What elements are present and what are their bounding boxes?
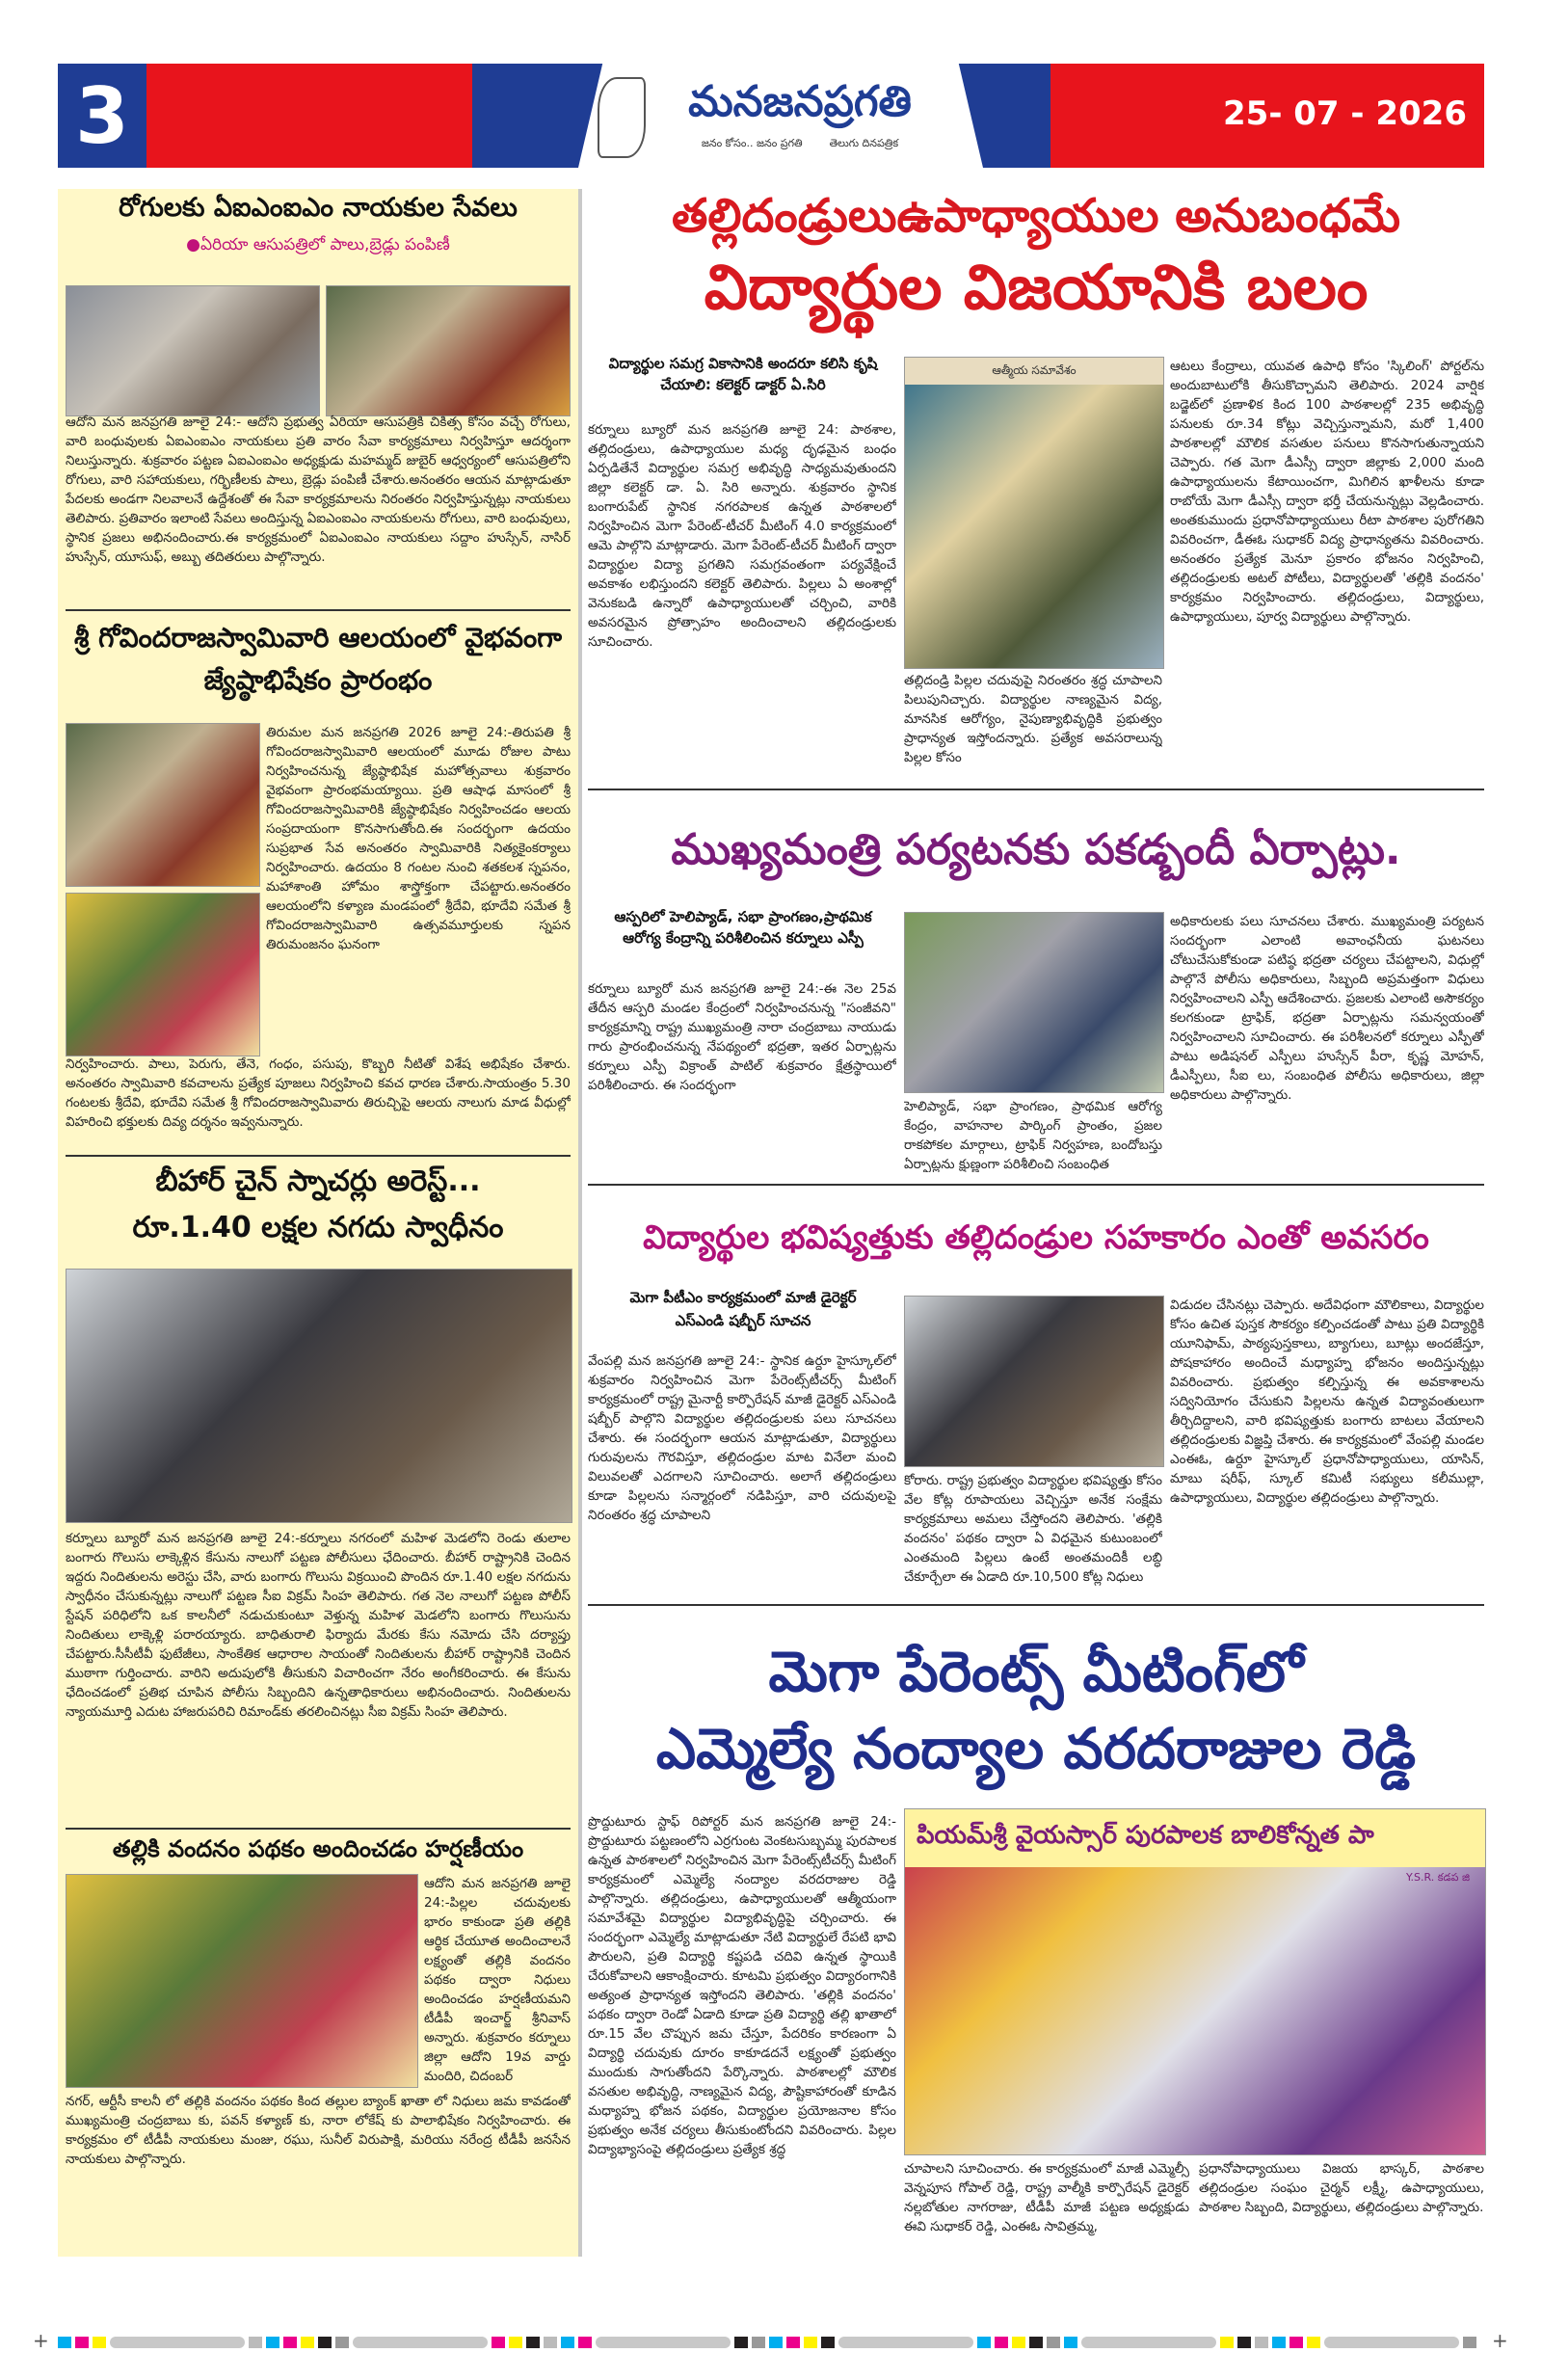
color-chip — [561, 2337, 574, 2348]
color-chip — [526, 2337, 540, 2348]
left-story1-subhead: ●ఏరియా ఆసుపత్రిలో పాలు,బ్రెడ్లు పంపిణీ — [186, 235, 450, 254]
right-story4-body-under-photo-1: చూపాలని సూచించారు. ఈ కార్యక్రమంలో మాజీ ఎమ్మెల్సీ వెన్నపూస గోపాల్ రెడ్డి, రాష్ట్ర వాల్మీకి కార్పొరేషన్ డైరెక్టర్ నల్లబోతుల నాగరాజు, టీడీపీ మాజీ పట్టణ అధ్యక్షుడు ఈవి సుధాకర్ రెడ్డి, ఎంఈఓ సావిత్రమ్మ, — [904, 2161, 1189, 2234]
left-story1-photo-2 — [326, 285, 571, 416]
logo-tagline: జనం కోసం.. జనం ప్రగతి తెలుగు దినపత్రిక — [701, 137, 899, 149]
color-chip — [821, 2337, 835, 2348]
color-chip — [544, 2337, 557, 2348]
left-story3-photo — [66, 1269, 572, 1523]
color-chip — [1220, 2337, 1234, 2348]
left-story4-body-top: ఆదోని మన జనప్రగతి జూలై 24:-పిల్లల చదువులకు భారం కాకుండా ప్రతి తల్లికి ఆర్థిక చేయూత అందించాలనే లక్ష్యంతో తల్లికి వందనం పథకం ద్వారా నిధులు అందించడం హర్షణీయమని టీడీపీ ఇంచార్జ్ శ్రీనివాస్ అన్నారు. శుక్రవారం కర్నూలు జిల్లా ఆదోని 19వ వార్డు మందిరి, చిదంబర్ — [424, 1876, 571, 2084]
newspaper-logo: మనజనప్రగతి — [688, 77, 912, 126]
color-chip — [1029, 2337, 1043, 2348]
color-chip — [318, 2337, 332, 2348]
color-chip — [995, 2337, 1008, 2348]
left-story4-headline: తల్లికి వందనం పథకం అందించడం హర్షణీయం — [112, 1835, 524, 1862]
color-chip — [509, 2337, 522, 2348]
color-chip — [93, 2337, 106, 2348]
registration-mark-icon: + — [1492, 2329, 1508, 2352]
left-story2-body-bottom: నిర్వహించారు. పాలు, పెరుగు, తేనె, గంధం, పసుపు, కొబ్బరి నీటితో విశేష అభిషేకం చేశారు. అనంతరం స్వామివారి కవచాలను ప్రత్యేక పూజలు నిర్వహించి కవచ ధారణ చేశారు.సాయంత్రం 5.30 గంటలకు శ్రీదేవి, భూదేవి సమేత శ్రీ గోవిందరాజస్వామివారు తిరుచ్చిపై ఆలయ నాలుగు మాడ వీధుల్లో విహరించి భక్తులకు దివ్య దర్శనం ఇవ్వనున్నారు. — [66, 1056, 571, 1130]
separator — [588, 789, 1484, 790]
color-chip — [353, 2337, 488, 2348]
color-chip — [1272, 2337, 1286, 2348]
separator — [588, 1604, 1484, 1606]
right-story4-body-under-photo-2: ప్రధానోపాధ్యాయులు విజయ భాస్కర్, పాఠశాల తల్లిదండ్రుల సంఘం చైర్మన్ లక్ష్మీ, ఉపాధ్యాయులు, పాఠశాల సిబ్బంది, విద్యార్థులు, తల్లిదండ్రులు పాల్గొన్నారు. — [1199, 2161, 1484, 2215]
right-story1-body-col3: ఆటలు కేంద్రాలు, యువత ఉపాధి కోసం 'స్కిలింగ్' పోర్టల్‌ను అందుబాటులోకి తీసుకొచ్చామని తెలిపారు. 2024 వార్షిక బడ్జెట్‌లో ప్రణాళిక కింద 100 పాఠశాలల్లో 235 అభివృద్ధి పనులకు రూ.34 కోట్లు వెచ్చిస్తున్నామని, మరో 1,400 పాఠశాలల్లో మౌలిక వసతుల పనులు కొనసాగుతున్నాయని చెప్పారు. గత మెగా డీఎస్సీ ద్వారా జిల్లాకు 2,000 మంది ఉపాధ్యాయులను కేటాయించగా, మిగిలిన ఖాళీలను కూడా రాబోయే మెగా డీఎస్సీ ద్వారా భర్తీ చేయనున్నట్లు వెల్లడించారు. అంతకుముందు ప్రధానోపాధ్యాయులు రీటా పాఠశాల పురోగతిని వివరించగా, డీఈఓ సుధాకర్ విద్య ప్రాధాన్యతను వివరించారు. అనంతరం ప్రత్యేక మెనూ ప్రకారం భోజనం నిర్వహించి, తల్లిదండ్రులకు అటల్ పోటీలు, విద్యార్థులతో 'తల్లికి వందనం' కార్యక్రమం నిర్వహించారు. తల్లిదండ్రులు, విద్యార్థులు, ఉపాధ్యాయులు, పూర్వ విద్యార్థులు పాల్గొన్నారు. — [1170, 359, 1484, 625]
right-story1-body-col1: కర్నూలు బ్యూరో మన జనప్రగతి జూలై 24: పాఠశాల, తల్లిదండ్రులు, ఉపాధ్యాయుల మధ్య దృఢమైన బంధం ఏర్పడితేనే విద్యార్థుల సమగ్ర అభివృద్ధి సాధ్యమవుతుందని జిల్లా కలెక్టర్ డా. ఏ. సిరి అన్నారు. శుక్రవారం స్థానిక బంగారుపేట్ స్థానిక నగరపాలక ఉన్నత పాఠశాలలో నిర్వహించిన మెగా పేరెంట్-టీచర్ మీటింగ్ 4.0 కార్యక్రమంలో ఆమె పాల్గొని మాట్లాడారు. మెగా పేరెంట్-టీచర్ మీటింగ్ ద్వారా విద్యార్థుల విద్యా ప్రగతిని సమగ్రవంతంగా పర్యవేక్షించే అవకాశం లభిస్తుందని కలెక్టర్ తెలిపారు. పిల్లలు ఏ అంశాల్లో వెనుకబడి ఉన్నారో ఉపాధ్యాయులతో చర్చించి, వారికి అవసరమైన ప్రోత్సాహం అందించాలని తల్లిదండ్రులకు సూచించారు. — [588, 422, 896, 650]
registration-mark-icon: + — [33, 2329, 49, 2352]
right-story3-body-col3: విడుదల చేసినట్లు చెప్పారు. అదేవిధంగా మౌలికాలు, విద్యార్థుల కోసం ఉచిత పుస్తక సౌకర్యం కల్పించడంతో పాటు ప్రతి విద్యార్థికి యూనిఫామ్, పాఠ్యపుస్తకాలు, బ్యాగులు, బూట్లు అందజేస్తూ, పోషకాహారం అందించే మధ్యాహ్న భోజనం అందిస్తున్నట్లు వివరించారు. ప్రభుత్వం కల్పిస్తున్న ఈ అవకాశాలను సద్వినియోగం చేసుకుని పిల్లలను ఉన్నత విద్యావంతులుగా తీర్చిదిద్దాలని, వారి భవిష్యత్తుకు బంగారు బాటలు వేయాలని తల్లిదండ్రులకు విజ్ఞప్తి చేశారు. ఈ కార్యక్రమంలో వేంపల్లి మండల ఎంఈఓ, ఉర్దూ హైస్కూల్ ప్రధానోపాధ్యాయులు, యాసిన్, మాబు షరీఫ్, స్కూల్ కమిటీ సభ్యులు కలీముల్లా, ఉపాధ్యాయులు, విద్యార్థుల తల్లిదండ్రులు పాల్గొన్నారు. — [1170, 1297, 1484, 1506]
left-story4-photo — [66, 1874, 418, 2088]
right-story2-body-col3: అధికారులకు పలు సూచనలు చేశారు. ముఖ్యమంత్రి పర్యటన సందర్భంగా ఎలాంటి అవాంఛనీయ ఘటనలు చోటుచేసుకోకుండా పటిష్ఠ భద్రతా చర్యలు చేపట్టాలని, విధుల్లో పాల్గొనే పోలీసు అధికారులు, సిబ్బంది అప్రమత్తంగా విధులు నిర్వహించాలని ఎస్పీ ఆదేశించారు. ప్రజలకు ఎలాంటి అసౌకర్యం కలగకుండా ట్రాఫిక్, భద్రతా ఏర్పాట్లను సమన్వయంతో నిర్వహించాలని సూచించారు. ఈ పరిశీలనలో కర్నూలు ఎస్పీతో పాటు అడిషనల్ ఎస్పీలు హుస్సేన్ పీరా, కృష్ణ మోహన్, డీఎస్పీలు, సీఐ లు, సంబంధిత పోలీసు అధికారులు, జిల్లా అధికారులు పాల్గొన్నారు. — [1170, 914, 1484, 1103]
right-story1-deck: విద్యార్థుల సమగ్ర వికాసానికి అందరూ కలిసి కృషి చేయాలి: కలెక్టర్ డాక్టర్ ఏ.సిరి — [608, 355, 878, 393]
left-story1-headline: రోగులకు ఏఐఎంఐఎం నాయకుల సేవలు — [119, 193, 518, 223]
right-story3-body-col1: వేంపల్లి మన జనప్రగతి జూలై 24:- స్థానిక ఉర్దూ హైస్కూల్‌లో శుక్రవారం నిర్వహించిన మెగా పేరెంట్స్‌టీచర్స్ మీటింగ్ కార్యక్రమంలో రాష్ట్ర మైనార్టీ కార్పొరేషన్ మాజీ డైరెక్టర్ ఎస్ఎండి షబ్బీర్ పాల్గొని విద్యార్థుల తల్లిదండ్రులకు పలు సూచనలు చేశారు. ఈ సందర్భంగా ఆయన మాట్లాడుతూ, విద్యార్థులు గురువులను గౌరవిస్తూ, తల్లిదండ్రుల మాట వినేలా మంచి విలువలతో ఎదగాలని సూచించారు. అలాగే తల్లిదండ్రులు కూడా పిల్లలను సన్మార్గంలో నడిపిస్తూ, వారి చదువులపై నిరంతరం శ్రద్ధ చూపాలని — [588, 1353, 896, 1523]
color-chip — [266, 2337, 279, 2348]
right-story3-deck: మెగా పీటీఎం కార్యక్రమంలో మాజీ డైరెక్టర్ ఎస్ఎండి షబ్బీర్ సూచన — [629, 1289, 857, 1329]
right-story1-headline: విద్యార్థుల విజయానికి బలం — [704, 253, 1369, 324]
left-story2-headline: శ్రీ గోవిందరాజస్వామివారి ఆలయంలో వైభవంగా జ్యేష్ఠాభిషేకం ప్రారంభం — [73, 622, 563, 696]
right-story4-headline-2: ఎమ్మెల్యే నంద్యాల వరదరాజుల రెడ్డి — [655, 1716, 1417, 1781]
color-chip — [1064, 2337, 1077, 2348]
right-story3-photo — [904, 1296, 1164, 1467]
right-story4-headline-1: మెగా పేరెంట్స్ మీటింగ్‌లో — [768, 1639, 1304, 1704]
right-story4-photo — [904, 1808, 1486, 2155]
color-chip — [249, 2337, 262, 2348]
color-chip — [1012, 2337, 1025, 2348]
right-story3-headline: విద్యార్థుల భవిష్యత్తుకు తల్లిదండ్రుల సహకారం ఎంతో అవసరం — [643, 1218, 1429, 1257]
color-chip — [301, 2337, 314, 2348]
color-chip — [804, 2337, 817, 2348]
color-chip — [1307, 2337, 1320, 2348]
color-chip — [1463, 2337, 1476, 2348]
right-story4-body-col1: ప్రొద్దుటూరు స్టాఫ్ రిపోర్టర్ మన జనప్రగతి జూలై 24:- ప్రొద్దుటూరు పట్టణంలోని ఎర్రగుంట వెంకటసుబ్బమ్మ పురపాలక ఉన్నత పాఠశాలలో నిర్వహించిన మెగా పేరెంట్స్‌టీచర్స్ మీటింగ్ కార్యక్రమంలో ఎమ్మెల్యే నంద్యాల వరదరాజుల రెడ్డి పాల్గొన్నారు. తల్లిదండ్రులు, ఉపాధ్యాయులతో ఆత్మీయంగా సమావేశమై విద్యార్థుల విద్యాభివృద్ధిపై చర్చించారు. ఈ సందర్భంగా ఎమ్మెల్యే మాట్లాడుతూ నేటి విద్యార్థులే రేపటి భావి పౌరులని, ప్రతి విద్యార్థి కష్టపడి చదివి ఉన్నత స్థాయికి చేరుకోవాలని ఆకాంక్షించారు. కూటమి ప్రభుత్వం విద్యారంగానికి అత్యంత ప్రాధాన్యత ఇస్తోందని తెలిపారు. 'తల్లికి వందనం' పథకం ద్వారా రెండో ఏడాది కూడా ప్రతి విద్యార్థి తల్లి ఖాతాలో రూ.15 వేల చొప్పున జమ చేస్తూ, పేదరికం కారణంగా ఏ విద్యార్థి చదువుకు దూరం కాకూడదనే లక్ష్యంతో ప్రభుత్వం ముందుకు సాగుతోందని పేర్కొన్నారు. పాఠశాలల్లో మౌలిక వసతుల అభివృద్ధి, నాణ్యమైన విద్య, పౌష్టికాహారంతో కూడిన మధ్యాహ్న భోజన పథకం, విద్యార్థుల ప్రయోజనాల కోసం ప్రభుత్వం అనేక చర్యలు తీసుకుంటోందని వివరించారు. పిల్లల విద్యాభ్యాసంపై తల్లిదండ్రులు ప్రత్యేక శ్రద్ధ — [588, 1814, 896, 2157]
color-chip — [283, 2337, 297, 2348]
color-chip — [1324, 2337, 1459, 2348]
color-chip — [1081, 2337, 1216, 2348]
color-chip — [1289, 2337, 1303, 2348]
photo-banner: పియమ్‌శ్రీ వైయస్సార్ పురపాలక బాలికోన్నత పా — [905, 1809, 1485, 1867]
color-chip — [596, 2337, 731, 2348]
right-story2-deck: ఆస్పరిలో హెలిప్యాడ్, సభా ప్రాంగణం,ప్రాథమిక ఆరోగ్య కేంద్రాన్ని పరిశీలించిన కర్నూలు ఎస్పీ — [614, 908, 872, 947]
color-chip — [1237, 2337, 1251, 2348]
color-chip — [769, 2337, 783, 2348]
right-story1-kicker: తల్లిదండ్రులుఉపాధ్యాయుల అనుబంధమే — [671, 189, 1400, 243]
right-story1-body-under-photo: తల్లిదండ్రి పిల్లల చదువుపై నిరంతరం శ్రద్ధ చూపాలని పిలుపునిచ్చారు. విద్యార్థుల నాణ్యమైన విద్య, మానసిక ఆరోగ్యం, నైపుణ్యాభివృద్ధికి ప్రభుత్వం ప్రాధాన్యత ఇస్తోందన్నారు. ప్రత్యేక అవసరాలున్న పిల్లల కోసం — [904, 673, 1162, 765]
color-chip — [1047, 2337, 1060, 2348]
left-story2-photo-1 — [66, 723, 260, 887]
right-story1-photo — [904, 357, 1164, 669]
color-chip — [752, 2337, 765, 2348]
left-story2-body-top: తిరుమల మన జనప్రగతి 2026 జూలై 24:-తిరుపతి శ్రీ గోవిందరాజస్వామివారి ఆలయంలో మూడు రోజుల పాటు నిర్వహించనున్న జ్యేష్ఠాభిషేక మహోత్సవాలు శుక్రవారం వైభవంగా ప్రారంభమయ్యాయి. ప్రతి ఆషాఢ మాసంలో శ్రీ గోవిందరాజస్వామివారికి జ్యేష్ఠాభిషేకం నిర్వహించడం ఆలయ సంప్రదాయంగా కొనసాగుతోంది.ఈ సందర్భంగా ఉదయం సుప్రభాత సేవ అనంతరం స్వామివారికి నిత్యకైంకర్యాలు నిర్వహించారు. ఉదయం 8 గంటల నుంచి శతకలశ స్నపనం, మహాశాంతి హోమం శాస్త్రోక్తంగా చేపట్టారు.అనంతరం ఆలయంలోని కళ్యాణ మండపంలో శ్రీదేవి, భూదేవి సమేత శ్రీ గోవిందరాజస్వామివారి ఉత్సవమూర్తులకు స్నపన తిరుమంజనం ఘనంగా — [266, 725, 571, 952]
color-chip — [75, 2337, 89, 2348]
separator — [66, 609, 571, 611]
color-chip — [838, 2337, 973, 2348]
color-chip — [58, 2337, 71, 2348]
left-story3-body: కర్నూలు బ్యూరో మన జనప్రగతి జూలై 24:-కర్నూలు నగరంలో మహిళ మెడలోని రెండు తులాల బంగారు గొలుసు లాక్కెళ్లిన కేసును నాలుగో పట్టణ పోలీసులు ఛేదించారు. బీహార్ రాష్ట్రానికి చెందిన ఇద్దరు నిందితులను అరెస్టు చేసి, వారు బంగారు గొలుసు విక్రయించి పొందిన రూ.1.40 లక్షల నగదును స్వాధీనం చేసుకున్నట్లు నాలుగో పట్టణ సీఐ విక్రమ్ సింహ తెలిపారు. గత నెల నాలుగో పట్టణ పోలీస్ స్టేషన్ పరిధిలోని ఒక కాలనీలో నడుచుకుంటూ వెళ్తున్న మహిళ మెడలోని బంగారు గొలుసును నిందితులు లాక్కెళ్లి పరారయ్యారు. బాధితురాలి ఫిర్యాదు మేరకు కేసు నమోదు చేసి దర్యాప్తు చేపట్టారు.సీసీటీవీ ఫుటేజీలు, సాంకేతిక ఆధారాల సాయంతో నిందితులను బీహార్ రాష్ట్రానికి చెందిన ముఠాగా గుర్తించారు. వారిని అదుపులోకి తీసుకుని విచారించగా నేరం అంగీకరించారు. ఈ కేసును ఛేదించడంలో ప్రతిభ చూపిన పోలీసు సిబ్బందిని ఉన్నతాధికారులు అభినందించారు. నిందితులను న్యాయమూర్తి ఎదుట హాజరుపరిచి రిమాండ్‌కు తరలించినట్లు సీఐ విక్రమ్ సింహ తెలిపారు. — [66, 1531, 571, 1720]
right-story2-body-under-photo: హెలిప్యాడ్, సభా ప్రాంగణం, ప్రాథమిక ఆరోగ్య కేంద్రం, వాహనాల పార్కింగ్ ప్రాంతం, ప్రజల రాకపోకల మార్గాలు, ట్రాఫిక్ నిర్వహణ, బందోబస్తు ఏర్పాట్లను క్షుణ్ణంగా పరిశీలించి సంబంధిత — [904, 1099, 1162, 1172]
separator — [66, 1155, 571, 1157]
color-chip — [786, 2337, 800, 2348]
left-story1-body: ఆదోని మన జనప్రగతి జూలై 24:- ఆదోని ప్రభుత్వ ఏరియా ఆసుపత్రికి చికిత్స కోసం వచ్చే రోగులు, వారి బంధువులకు ఏఐఎంఐఎం నాయకులు ప్రతి వారం సేవా కార్యక్రమాలు నిర్వహిస్తూ ఆదర్శంగా నిలుస్తున్నారు. శుక్రవారం పట్టణ ఏఐఎంఐఎం అధ్యక్షుడు మహమ్మద్ జుబైర్ ఆధ్వర్యంలో ఆసుపత్రిలోని రోగులు, వారి సహాయకులు, గర్భిణీలకు పాలు, బ్రెడ్లు పంపిణీ చేశారు.అనంతరం ఆయన మాట్లాడుతూ పేదలకు అండగా నిలవాలనే ఉద్దేశంతో ఈ సేవా కార్యక్రమాలను నిరంతరం నిర్వహిస్తున్నట్లు నాయకులు తెలిపారు. ప్రతివారం ఇలాంటి సేవలు అందిస్తున్న ఏఐఎంఐఎం నాయకులను రోగులు, వారి బంధువులు, స్థానిక ప్రజలు అభినందించారు.ఈ కార్యక్రమంలో ఏఐఎంఐఎం నాయకులు సద్దాం హుస్సేన్, నాసిర్ హుస్సేన్, యూసుఫ్, అబ్బు తదితరులు పాల్గొన్నారు. — [66, 414, 571, 565]
right-story2-headline: ముఖ్యమంత్రి పర్యటనకు పకడ్బందీ ఏర్పాట్లు. — [671, 825, 1401, 874]
left-story3-headline-2: రూ.1.40 లక్షల నగదు స్వాధీనం — [132, 1211, 504, 1244]
column-divider — [578, 189, 582, 2257]
masthead — [58, 64, 1484, 168]
left-story2-photo-2 — [66, 893, 260, 1056]
color-chip — [977, 2337, 991, 2348]
right-story3-body-under-photo: కోరారు. రాష్ట్ర ప్రభుత్వం విద్యార్థుల భవిష్యత్తు కోసం వేల కోట్ల రూపాయలు వెచ్చిస్తూ అనేక సంక్షేమ కార్యక్రమాలు అమలు చేస్తోందని తెలిపారు. 'తల్లికి వందనం' పథకం ద్వారా ఏ విధమైన కుటుంబంలో ఎంతమంది పిల్లలు ఉంటే అంతమందికీ లబ్ధి చేకూర్చేలా ఈ ఏడాది రూ.10,500 కోట్ల నిధులు — [904, 1473, 1162, 1585]
photo-banner: ఆత్మీయ సమావేశం — [905, 358, 1163, 385]
color-chip — [1255, 2337, 1268, 2348]
right-story2-photo — [904, 912, 1164, 1093]
color-chip — [578, 2337, 592, 2348]
page-number: 3 — [58, 64, 146, 168]
color-chip — [492, 2337, 505, 2348]
color-chip — [110, 2337, 245, 2348]
separator — [66, 1828, 571, 1830]
photo-banner-small: Y.S.R. కడప జి — [1406, 1871, 1470, 1884]
left-story4-body-bottom: నగర్, ఆర్టీసీ కాలనీ లో తల్లికి వందనం పథకం కింద తల్లుల బ్యాంక్ ఖాతా లో నిధులు జమ కావడంతో ముఖ్యమంత్రి చంద్రబాబు కు, పవన్ కళ్యాణ్ కు, నారా లోకేష్ కు పాలాభిషేకం నిర్వహించారు. ఈ కార్యక్రమం లో టీడీపీ నాయకులు మంజు, రఘు, సునీల్ విరుపాక్షి, మరియు నరేంద్ర టీడీపీ జనసేన నాయకులు పాల్గొన్నారు. — [66, 2094, 571, 2167]
right-story2-body-col1: కర్నూలు బ్యూరో మన జనప్రగతి జూలై 24:-ఈ నెల 25వ తేదీన ఆస్పరి మండల కేంద్రంలో నిర్వహించనున్న "సంజీవని" కార్యక్రమాన్ని రాష్ట్ర ముఖ్యమంత్రి నారా చంద్రబాబు నాయుడు గారు ప్రారంభించనున్న నేపథ్యంలో భద్రతా, ఇతర ఏర్పాట్లను కర్నూలు ఎస్పీ విక్రాంత్ పాటిల్ శుక్రవారం క్షేత్రస్థాయిలో పరిశీలించారు. ఈ సందర్భంగా — [588, 981, 896, 1093]
color-chip — [335, 2337, 349, 2348]
separator — [588, 1184, 1484, 1186]
color-chip — [734, 2337, 748, 2348]
left-story3-headline-1: బీహార్ చైన్ స్నాచర్లు అరెస్ట్... — [155, 1164, 481, 1198]
left-story1-photo-1 — [66, 285, 320, 416]
issue-date: 25- 07 - 2026 — [1223, 94, 1467, 133]
